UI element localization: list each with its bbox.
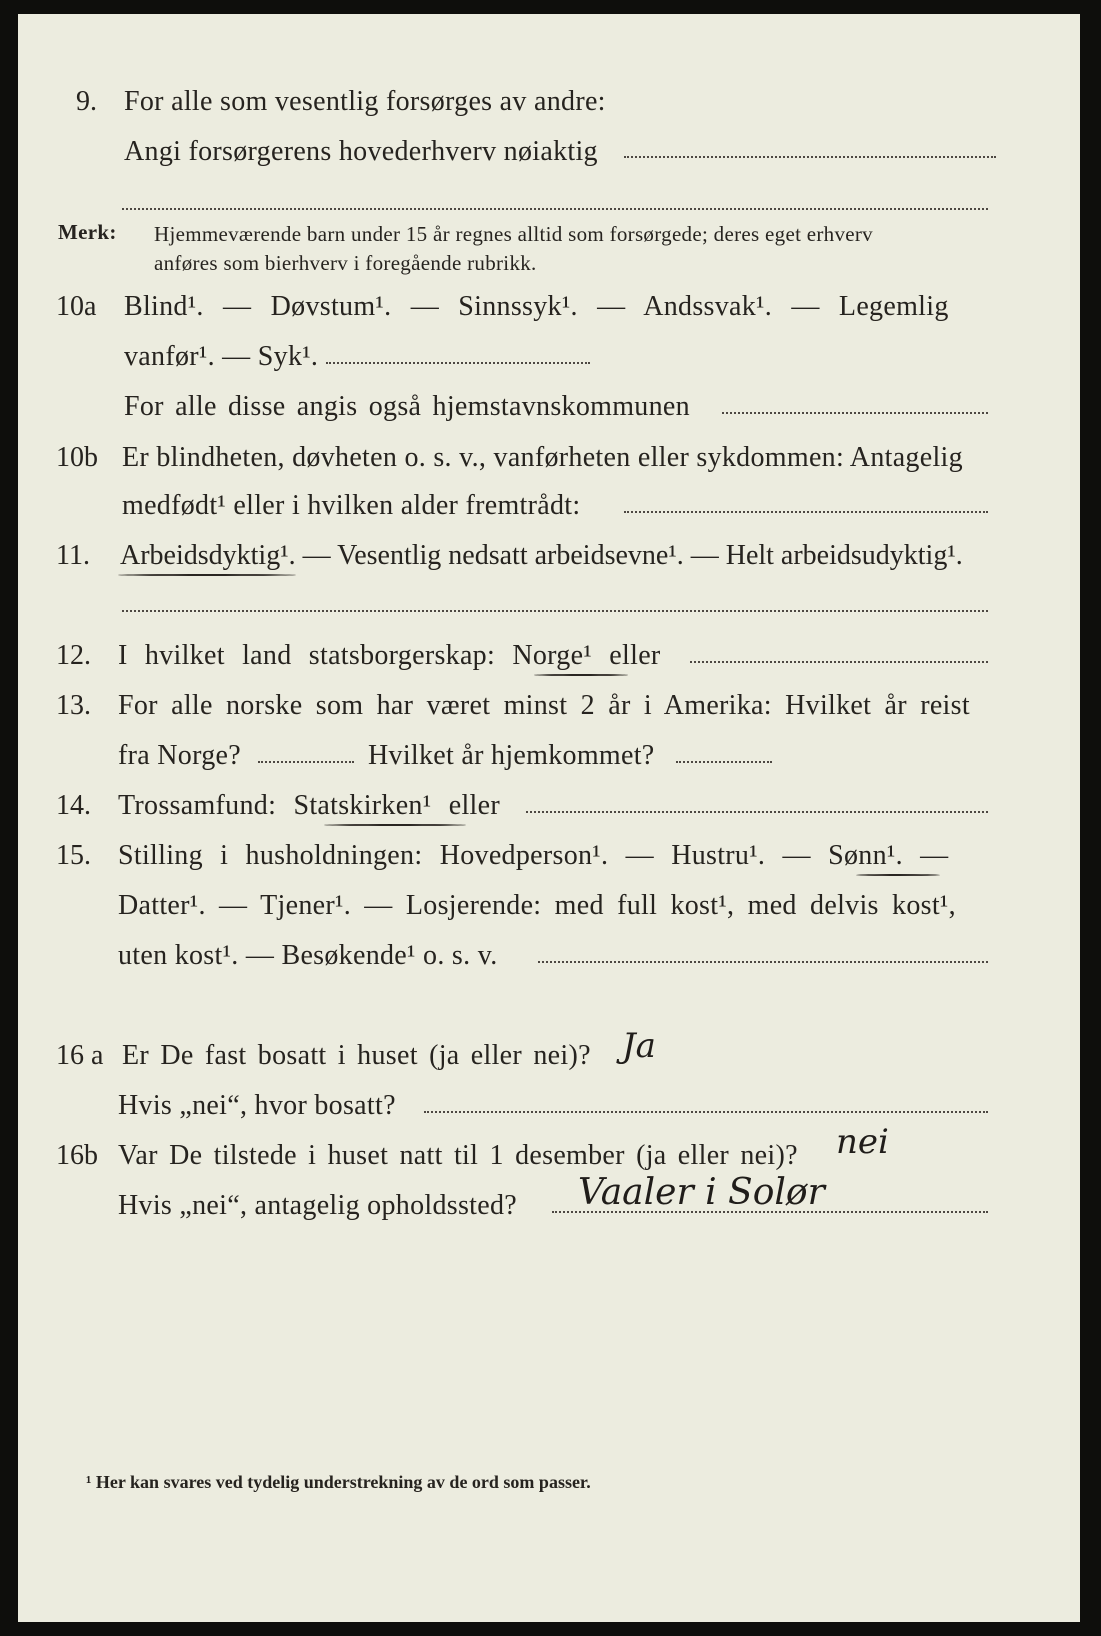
q13-hjemkommet-line[interactable] (676, 761, 772, 763)
q14-line1: Trossamfund: Statskirken¹ eller (118, 790, 500, 821)
q10a-line3: For alle disse angis også hjemstavnskommunen (124, 391, 690, 422)
merk-line1: Hjemmeværende barn under 15 år regnes alltid som forsørgede; deres eget erhverv (154, 222, 873, 246)
q12-underline-norge (534, 674, 628, 676)
q10a-hjemstavn-line[interactable] (722, 412, 988, 414)
q15-line1: Stilling i husholdningen: Hovedperson¹. — Hustru¹. — Sønn¹. — (118, 840, 949, 871)
q16a-line1: Er De fast bosatt i huset (ja eller nei)? (122, 1040, 591, 1071)
q10a-line1: Blind¹. — Døvstum¹. — Sinnssyk¹. — Andssvak¹. — Legemlig (124, 291, 949, 322)
q16b-line1: Var De tilstede i huset natt til 1 desember (ja eller nei)? (118, 1140, 798, 1171)
q12-line1: I hvilket land statsborgerskap: Norge¹ eller (118, 640, 661, 671)
q13-line1: For alle norske som har været minst 2 år i Amerika: Hvilket år reist (118, 690, 970, 721)
q10b-line2: medfødt¹ eller i hvilken alder fremtrådt: (122, 490, 581, 521)
q16b-handwritten-answer: nei (836, 1122, 889, 1162)
q15-underline-sonn (856, 874, 940, 876)
q13-number: 13. (56, 690, 91, 721)
census-form-page (18, 14, 1080, 1622)
q11-number: 11. (56, 540, 90, 571)
q14-answer-line[interactable] (526, 811, 988, 813)
q11-underline-arbeidsdyktig (118, 574, 296, 576)
q16b-number: 16b (56, 1140, 98, 1171)
q9-line1: For alle som vesentlig forsørges av andre: (124, 86, 606, 117)
merk-label: Merk: (58, 220, 117, 244)
q16a-number: 16 a (56, 1040, 104, 1071)
q10b-line1: Er blindheten, døvheten o. s. v., vanførheten eller sykdommen: Antagelig (122, 442, 963, 473)
footnote: ¹ Her kan svares ved tydelig understrekning av de ord som passer. (86, 1472, 591, 1492)
q16a-answer-line[interactable] (424, 1111, 988, 1113)
q10a-line2: vanfør¹. — Syk¹. (124, 341, 319, 372)
q9-answer-line[interactable] (624, 156, 996, 158)
q10a-answer-line[interactable] (326, 362, 590, 364)
q14-number: 14. (56, 790, 91, 821)
q11-answer-line[interactable] (122, 610, 988, 612)
q15-number: 15. (56, 840, 91, 871)
q10b-number: 10b (56, 442, 98, 473)
q13-line2a: fra Norge? (118, 740, 241, 771)
q16a-line2: Hvis „nei“, hvor bosatt? (118, 1090, 396, 1121)
q12-number: 12. (56, 640, 91, 671)
q15-line2: Datter¹. — Tjener¹. — Losjerende: med full kost¹, med delvis kost¹, (118, 890, 956, 921)
q12-answer-line[interactable] (690, 661, 988, 663)
q15-answer-line[interactable] (538, 961, 988, 963)
q9-number: 9. (76, 86, 97, 117)
q10a-number: 10a (56, 291, 97, 322)
q15-line3: uten kost¹. — Besøkende¹ o. s. v. (118, 940, 498, 971)
q13-line2b: Hvilket år hjemkommet? (368, 740, 655, 771)
q16a-handwritten-answer: Ja (622, 1026, 656, 1066)
merk-line2: anføres som bierhverv i foregående rubrikk. (154, 251, 537, 275)
q16b-line2: Hvis „nei“, antagelig opholdssted? (118, 1190, 517, 1221)
q9-answer-line-2[interactable] (122, 208, 988, 210)
q10b-answer-line[interactable] (624, 511, 988, 513)
q11-line1: Arbeidsdyktig¹. — Vesentlig nedsatt arbeidsevne¹. — Helt arbeidsudyktig¹. (120, 540, 963, 571)
q14-underline-statskirken (324, 824, 466, 826)
q13-reist-line[interactable] (258, 761, 354, 763)
q16b-handwritten-place: Vaaler i Solør (578, 1172, 825, 1213)
q9-line2: Angi forsørgerens hovederhverv nøiaktig (124, 136, 598, 167)
